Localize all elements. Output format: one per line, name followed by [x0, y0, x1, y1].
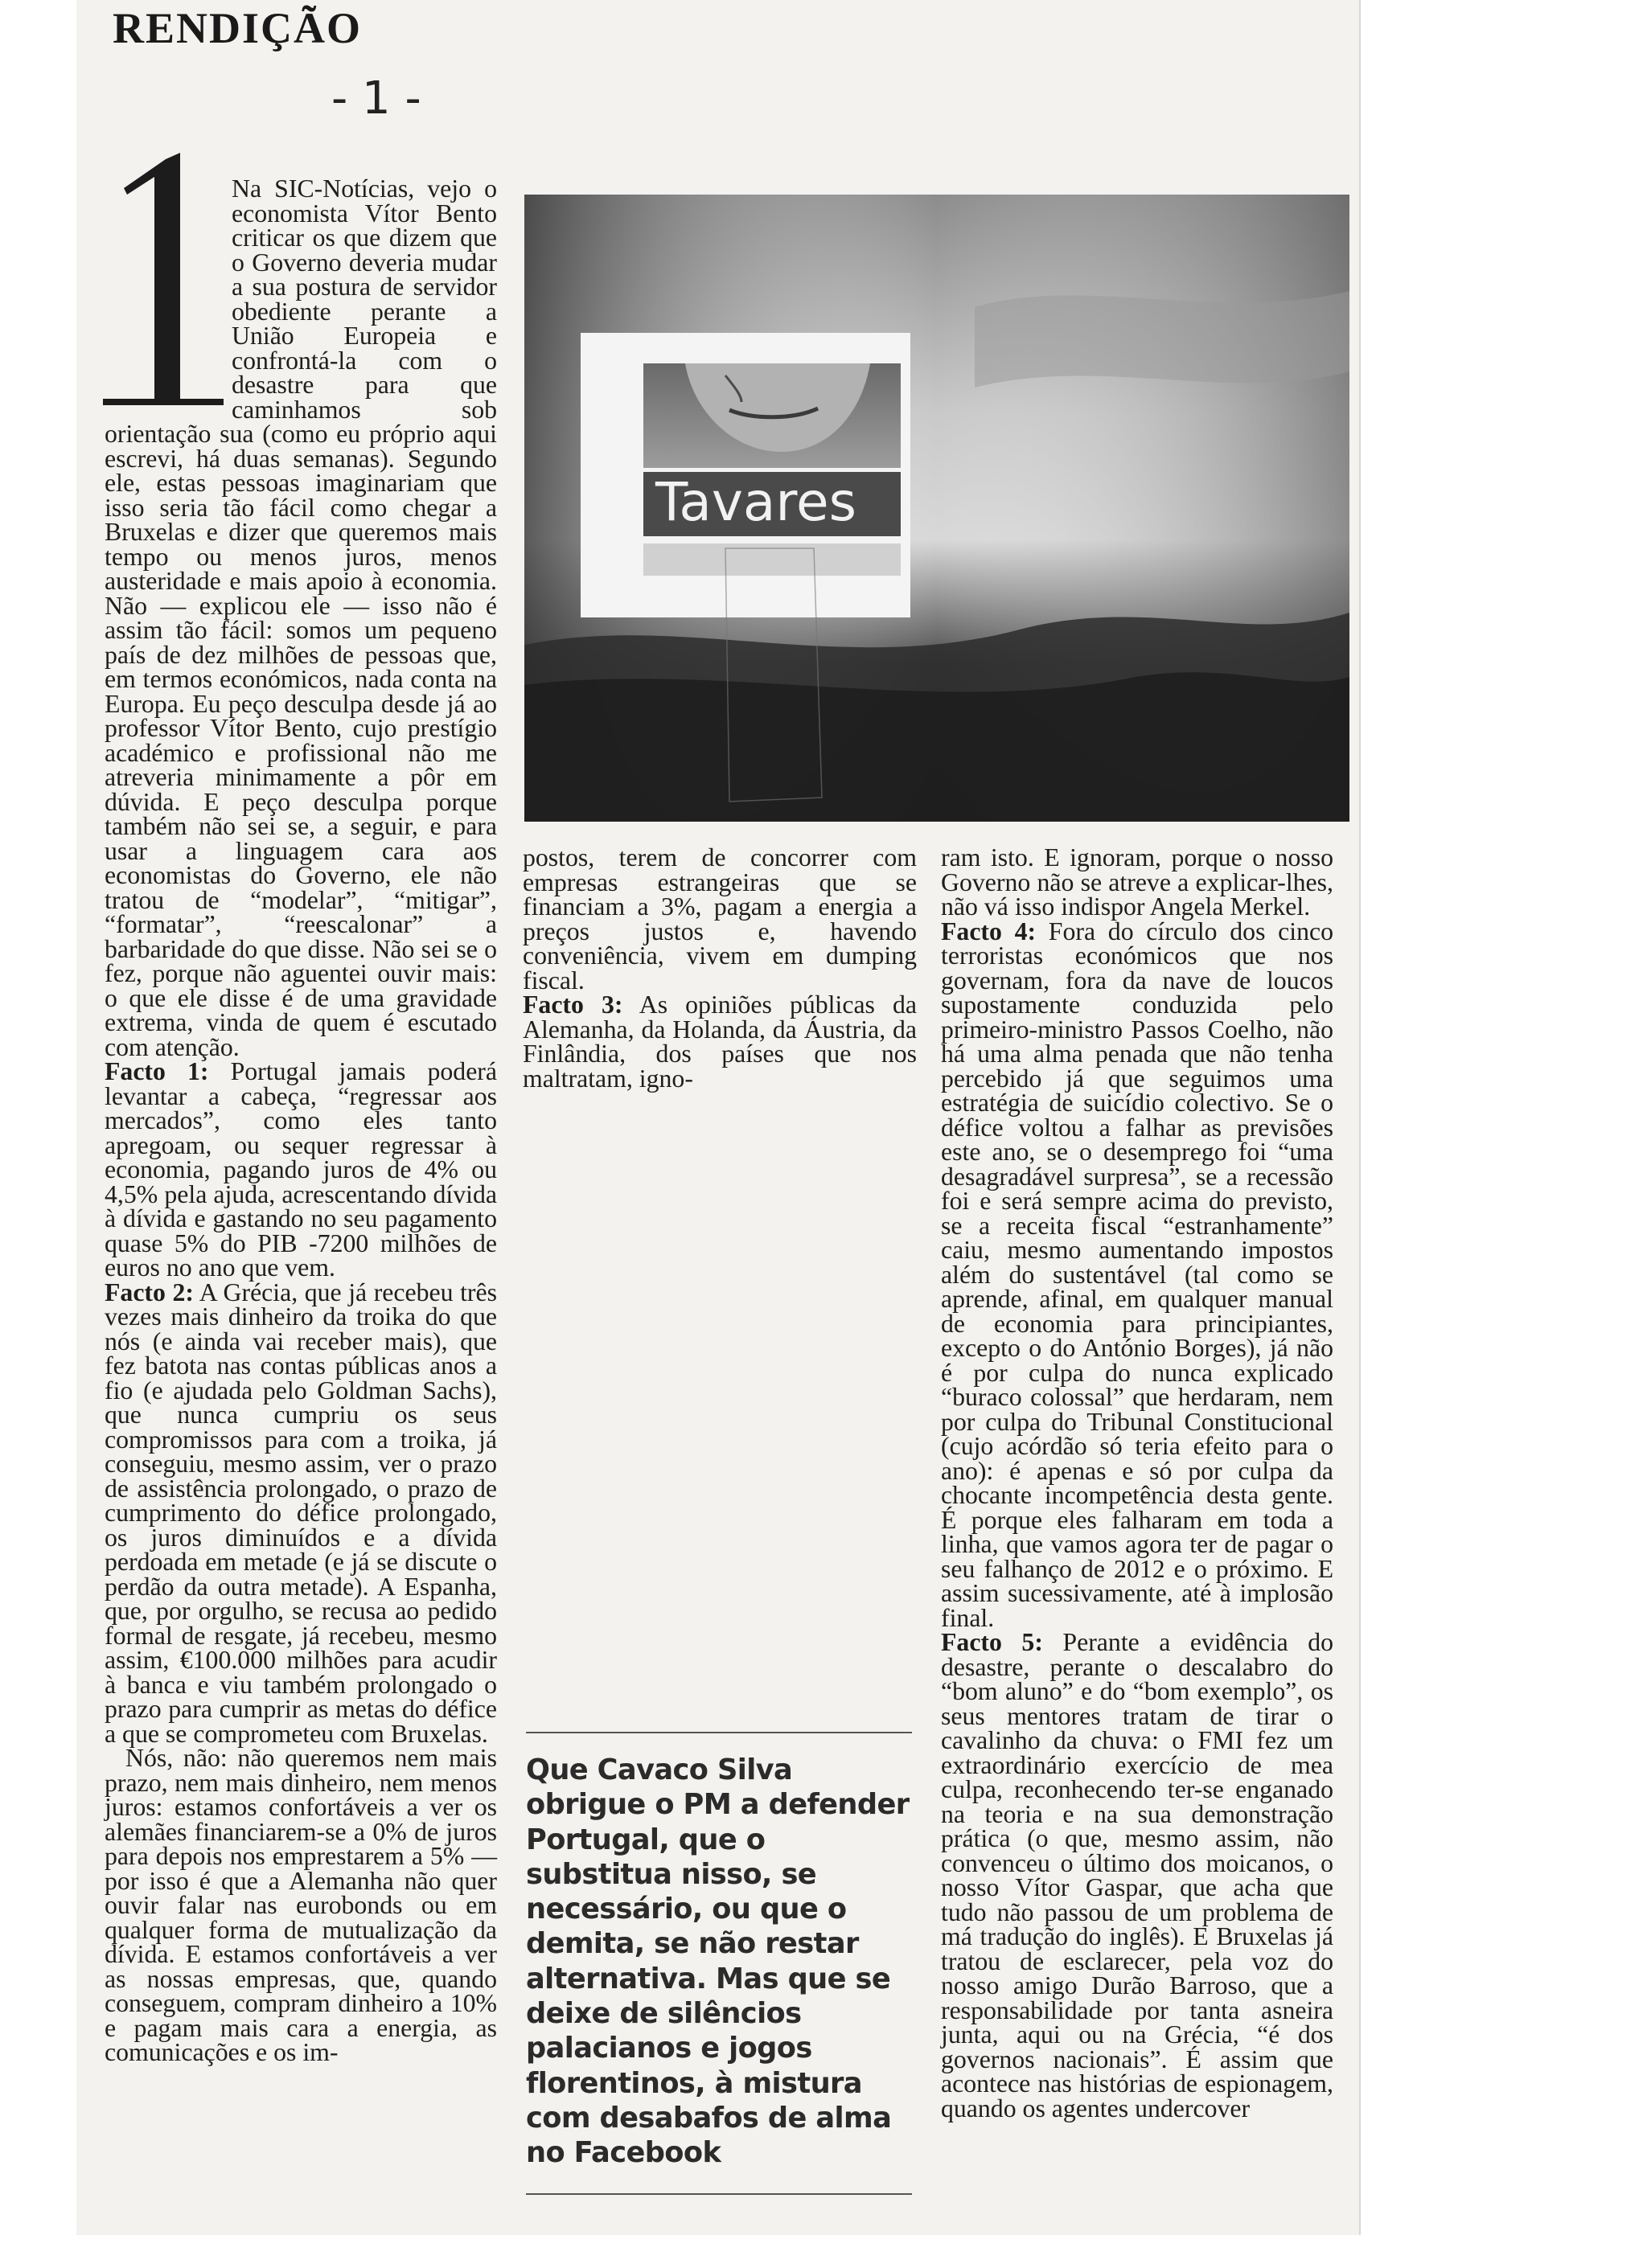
pull-quote-text: Que Cavaco Silva obrigue o PM a defender Portugal, que o substitua nisso, se necessário, ou que o demita, se não restar alternativa. Mas que se deixe de silêncios palacianos e jogos florentinos, à mistura com desabafos de alma no Facebook: [526, 1753, 910, 2170]
clipping-edge: [1359, 0, 1361, 2235]
paragraph-continuation: ram isto. E ignoram, porque o nosso Governo não se atreve a explicar-lhes, não vá isso indispor Angela Merkel.: [941, 843, 1333, 921]
paragraph-nos-nao: Nós, não: não queremos nem mais prazo, nem mais dinheiro, nem menos juros: estamos confortáveis a ver os alemães financiarem-se a 0% de juros para depois nos emprestarem a 5% — por isso é que a Alemanha não quer ouvir falar nas eurobonds ou em qualquer forma de mutualização da dívida. E estamos confortáveis a ver as nossas empresas, que, quando conseguem, compram dinheiro a 10% e pagam mais cara a energia, as comunicações e os im-: [105, 1744, 497, 2066]
pull-quote: [526, 1732, 912, 2195]
paragraph-facto-3: Facto 3: As opiniões públicas da Alemanha, da Holanda, da Áustria, da Finlândia, dos países que nos maltratam, igno-: [523, 990, 917, 1093]
article-column-3: [941, 843, 1334, 2122]
columnist-photo: [524, 195, 1349, 822]
article-column-2: [523, 843, 917, 1093]
paragraph-intro: Na SIC-Notícias, vejo o economista Vítor Bento criticar os que dizem que o Governo deveria mudar a sua postura de servidor obediente perante a União Europeia e confrontá-la com o desastre para que caminhamos sob orientação sua (como eu próprio aqui escrevi, há duas semanas). Segundo ele, estas pessoas imaginariam que isso seria tão fácil como chegar a Bruxelas e dizer que queremos mais tempo ou menos juros, menos austeridade e mais apoio à economia. Não — explicou ele — isso não é assim tão fácil: somos um pequeno país de dez milhões de pessoas que, em termos económicos, nada conta na Europa. Eu peço desculpa desde já ao professor Vítor Bento, cujo prestígio académico e profissional não me atreveria minimamente a pôr em dúvida. E peço desculpa porque também não sei se, a seguir, e para usar a linguagem cara aos economistas do Governo, ele não tratou de “modelar”, “mitigar”, “formatar”, “reescalonar” a barbaridade do que disse. Não sei se o fez, porque não aguentei ouvir mais: o que ele disse é de uma gravidade extrema, vinda de quem é escutado com atenção.: [105, 174, 497, 1061]
handwritten-page-number: - 1 -: [331, 72, 421, 125]
section-title: RENDIÇÃO: [113, 4, 363, 52]
drop-cap-spacer: [105, 177, 232, 422]
paragraph-facto-5: Facto 5: Perante a evidência do desastre, perante o descalabro do “bom aluno” e do “bom exemplo”, os seus mentores tratam de tirar o cavalinho da chuva: o FMI fez um extraordinário exercício de mea culpa, reconhecendo ter-se enganado na teoria e na sua demonstração prática (o que, mesmo assim, não convenceu o último dos moicanos, o nosso Vítor Gaspar, que acha que tudo não passou de um problema de má tradução do inglês). E Bruxelas já tratou de esclarecer, pela voz do nosso amigo Durão Barroso, que a responsabilidade por tanta asneira junta, aqui ou na Grécia, “é dos governos nacionais”. É assim que acontece nas histórias de espionagem, quando os agentes undercover: [941, 1628, 1334, 2122]
photo-name-caption: Tavares: [655, 471, 857, 533]
paragraph-facto-2: Facto 2: A Grécia, que já recebeu três vezes mais dinheiro da troika do que nós (e ainda vai receber mais), que fez batota nas contas públicas anos a fio (e ajudada pelo Goldman Sachs), que nunca cumpriu os seus compromissos para com a troika, já conseguiu, mesmo assim, ver o prazo de assistência prolongado, o prazo de cumprimento do défice prolongado, os juros diminuídos e a dívida perdoada em metade (e já se discute o perdão da outra metade). A Espanha, que, por orgulho, se recusa ao pedido formal de resgate, já recebeu, mesmo assim, €100.000 milhões para acudir à banca e viu também prolongado o prazo para cumprir as metas do défice a que se comprometeu com Bruxelas.: [105, 1278, 497, 1748]
article-column-1: [105, 174, 498, 2066]
paragraph-facto-1: Facto 1: Portugal jamais poderá levantar a cabeça, “regressar aos mercados”, como eles tanto apregoam, ou sequer regressar à economia, pagando juros de 4% ou 4,5% pela ajuda, acrescentando dívida à dívida e gastando no seu pagamento quase 5% do PIB -7200 milhões de euros no ano que vem.: [105, 1057, 498, 1282]
paragraph-continuation: postos, terem de concorrer com empresas estrangeiras que se financiam a 3%, pagam a energia a preços justos e, havendo conveniência, vivem em dumping fiscal.: [523, 843, 917, 995]
paragraph-facto-4: Facto 4: Fora do círculo dos cinco terroristas económicos que nos governam, fora da nave de loucos supostamente conduzida pelo primeiro-ministro Passos Coelho, não há uma alma penada que não tenha percebido já que seguimos uma estratégia de suicídio colectivo. Se o défice voltou a falhar as previsões este ano, se o desemprego foi “uma desagradável surpresa”, se a recessão foi e será sempre acima do previsto, se a receita fiscal “estranhamente” caiu, mesmo aumentando impostos além do sustentável (tal como se aprende, afinal, em qualquer manual de economia para principiantes, excepto o do António Borges), já não é por culpa do nunca explicado “buraco colossal” que herdaram, nem por culpa do Tribunal Constitucional (cujo acórdão só teria efeito para o ano): é apenas e só por culpa da chocante incompetência desta gente. É porque eles falharam em toda a linha, que vamos agora ter de pagar o seu falhanço de 2012 e o próximo. E assim sucessivamente, até à implosão final.: [941, 917, 1333, 1632]
